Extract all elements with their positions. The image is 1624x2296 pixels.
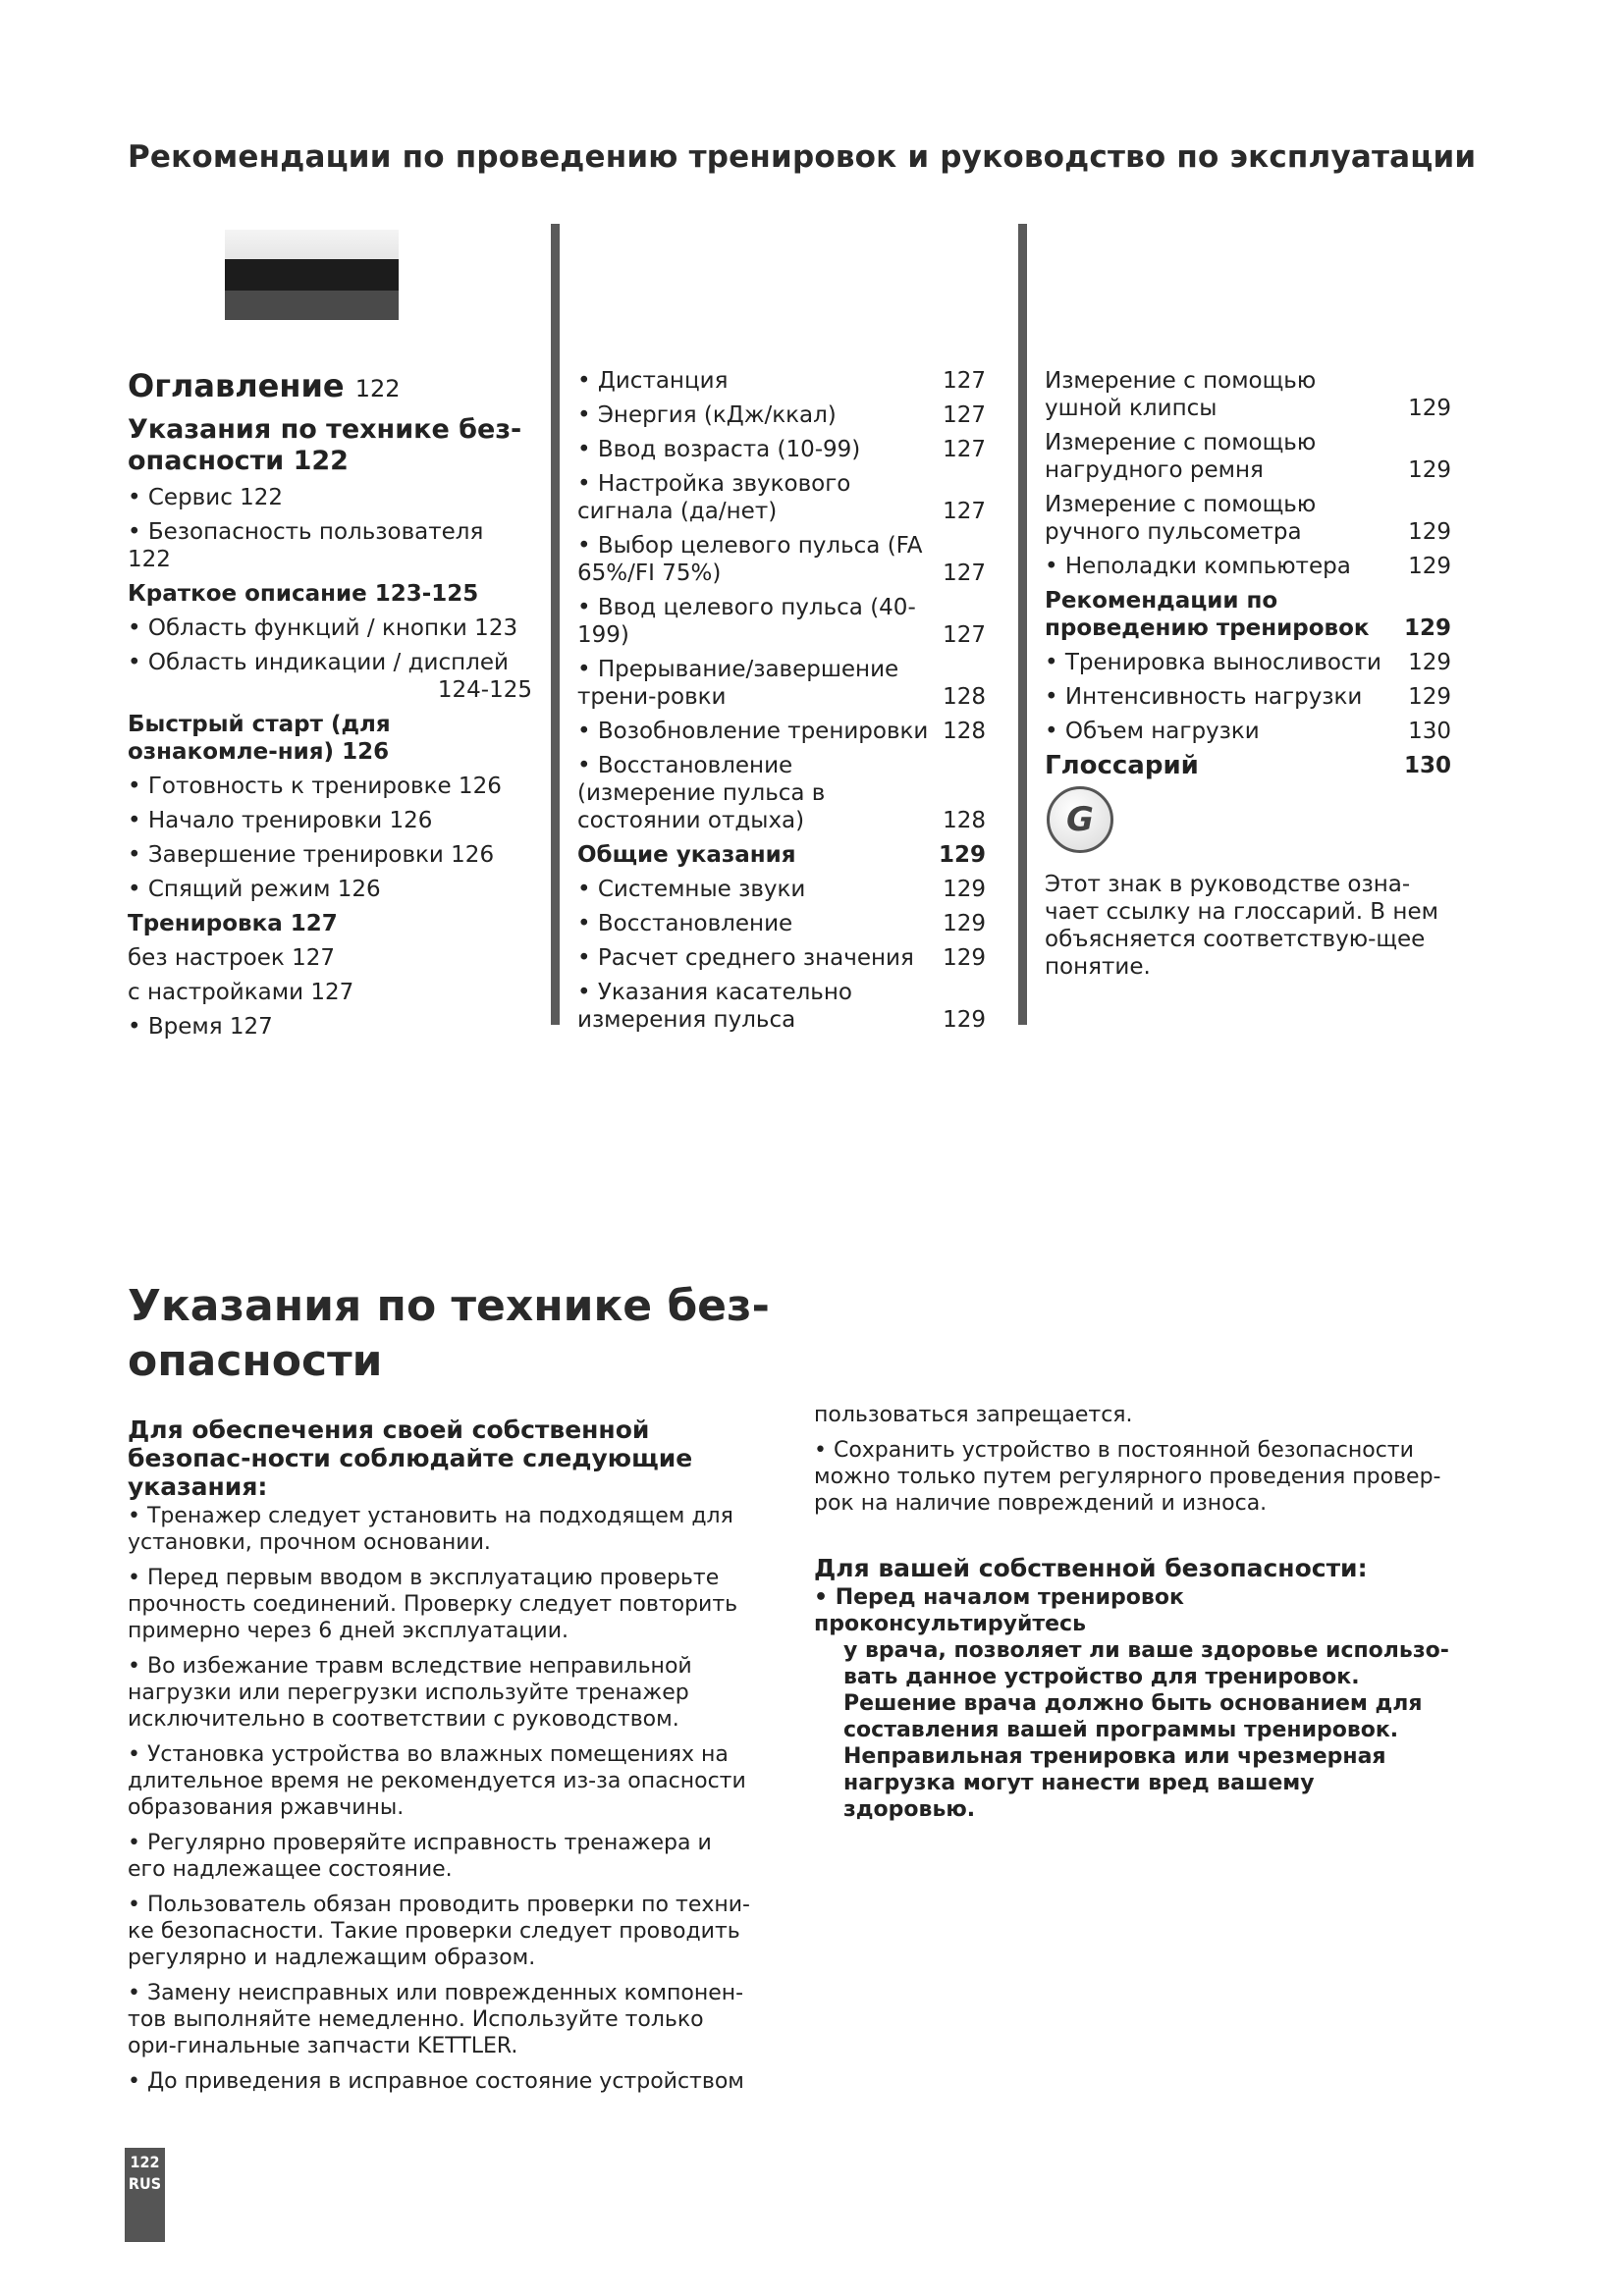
toc-item[interactable]: • Готовность к тренировке 126 xyxy=(128,774,502,799)
page-header: Рекомендации по проведению тренировок и руководство по эксплуатации xyxy=(128,139,1477,175)
toc-safety-link[interactable]: Указания по технике без-опасности 122 xyxy=(128,414,522,476)
toc-item[interactable]: • Системные звуки 129 xyxy=(577,877,986,902)
safety-continuation: пользоваться запрещается. xyxy=(814,1403,1133,1427)
toc-item[interactable]: • Ввод целевого пульса (40-199) 127 xyxy=(577,595,986,648)
toc-item[interactable]: Измерение с помощью нагрудного ремня 129 xyxy=(1045,430,1451,483)
safety-item: • До приведения в исправное состояние устройством xyxy=(128,2069,744,2094)
toc-column-1 xyxy=(128,367,532,1047)
glossary-note: Этот знак в руководстве озна-чает ссылку на глоссарий. В нем объясняется соответствую-щее понятие. xyxy=(1045,872,1438,980)
toc-section[interactable]: Краткое описание 123-125 xyxy=(128,581,479,607)
safety-lead: Для обеспечения своей собственной безопас-ности соблюдайте следующие указания: xyxy=(128,1415,693,1501)
toc-item[interactable]: • Энергия (кДж/ккал) 127 xyxy=(577,402,986,428)
own-safety-heading: Для вашей собственной безопасности: xyxy=(814,1554,1368,1582)
safety-item: • Перед первым вводом в эксплуатацию проверьте прочность соединений. Проверку следует повторить примерно через 6 дней эксплуатации. xyxy=(128,1566,738,1643)
safety-item: • Замену неисправных или поврежденных компонен-тов выполняйте немедленно. Используйте только ори-гинальные запчасти KETTLER. xyxy=(128,1981,744,2058)
toc-column-2 xyxy=(577,367,986,1041)
column-divider xyxy=(1018,224,1027,1025)
toc-item[interactable]: • Интенсивность нагрузки 129 xyxy=(1045,684,1451,710)
toc-item[interactable]: • Выбор целевого пульса (FA 65%/FI 75%) 127 xyxy=(577,533,986,586)
toc-item[interactable]: • Безопасность пользователя 122 xyxy=(128,519,484,572)
glossary-icon: G xyxy=(1047,786,1113,853)
column-divider xyxy=(551,224,560,1025)
safety-right-column xyxy=(814,1402,1452,1823)
toc-item[interactable]: • Тренировка выносливости 129 xyxy=(1045,650,1451,675)
toc-item[interactable]: • Указания касательно измерения пульса 129 xyxy=(577,980,986,1033)
toc-item[interactable]: • Настройка звукового сигнала (да/нет) 127 xyxy=(577,471,986,524)
toc-item[interactable]: • Начало тренировки 126 xyxy=(128,808,433,833)
toc-item[interactable]: • Завершение тренировки 126 xyxy=(128,842,495,868)
safety-item: • Установка устройства во влажных помещениях на длительное время не рекомендуется из-за опасности образования ржавчины. xyxy=(128,1742,746,1820)
toc-item[interactable]: • Прерывание/завершение трени-ровки 128 xyxy=(577,657,986,710)
toc-item[interactable]: • Время 127 xyxy=(128,1014,273,1040)
toc-item[interactable]: Измерение с помощью ручного пульсометра 129 xyxy=(1045,492,1451,545)
toc-section[interactable]: Рекомендации по проведению тренировок 129 xyxy=(1045,588,1451,641)
toc-item[interactable]: • Дистанция 127 xyxy=(577,368,986,394)
section-title: Указания по технике без- опасности xyxy=(128,1281,770,1386)
toc-item[interactable]: • Возобновление тренировки 128 xyxy=(577,719,986,744)
toc-item[interactable]: • Восстановление (измерение пульса в состоянии отдыха) 128 xyxy=(577,753,986,833)
toc-item[interactable]: без настроек 127 xyxy=(128,945,335,971)
toc-title: Оглавление 122 xyxy=(128,367,401,404)
safety-item: • Пользователь обязан проводить проверки по техни-ке безопасности. Такие проверки следует проводить регулярно и надлежащим образом. xyxy=(128,1893,750,1970)
toc-item[interactable]: • Расчет среднего значения 129 xyxy=(577,945,986,971)
toc-item[interactable]: Измерение с помощью ушной клипсы 129 xyxy=(1045,368,1451,421)
toc-item[interactable]: • Неполадки компьютера 129 xyxy=(1045,554,1451,579)
toc-item[interactable]: с настройками 127 xyxy=(128,980,354,1005)
page-number-tag: 122 RUS xyxy=(125,2148,165,2242)
toc-item[interactable]: • Область функций / кнопки 123 xyxy=(128,615,518,641)
toc-glossary-link[interactable]: Глоссарий 130 xyxy=(1045,751,1451,780)
toc-item[interactable]: • Восстановление 129 xyxy=(577,911,986,936)
toc-item[interactable]: • Спящий режим 126 xyxy=(128,877,381,902)
safety-item: • Регулярно проверяйте исправность тренажера и его надлежащее состояние. xyxy=(128,1831,712,1882)
toc-item[interactable]: • Ввод возраста (10-99) 127 xyxy=(577,437,986,462)
safety-item: • Во избежание травм вследствие неправильной нагрузки или перегрузки используйте тренажер исключительно в соответствии с руководством. xyxy=(128,1654,692,1732)
toc-item[interactable]: • Объем нагрузки 130 xyxy=(1045,719,1451,744)
russian-flag-icon xyxy=(225,230,399,320)
safety-item: • Тренажер следует установить на подходящем для установки, прочном основании. xyxy=(128,1504,733,1555)
safety-item: • Сохранить устройство в постоянной безопасности можно только путем регулярного проведения провер-рок на наличие повреждений и износа. xyxy=(814,1438,1441,1516)
toc-item[interactable]: • Сервис 122 xyxy=(128,485,284,510)
toc-section[interactable]: Тренировка 127 xyxy=(128,911,338,936)
safety-left-column xyxy=(128,1415,756,2104)
toc-section[interactable]: Общие указания 129 xyxy=(577,842,986,868)
toc-column-3 xyxy=(1045,367,1451,981)
toc-item[interactable]: • Область индикации / дисплей 124-125 xyxy=(128,650,532,703)
toc-section[interactable]: Быстрый старт (для ознакомле-ния) 126 xyxy=(128,712,391,765)
doctor-warning: • Перед началом тренировок проконсультируйтесь у врача, позволяет ли ваше здоровье использо-вать данное устройство для тренировок. Решение врача должно быть основанием для составления вашей программы тренировок. Неправильная тренировка или чрезмерная нагрузка могут нанести вред вашему здоровью. xyxy=(814,1585,1449,1822)
toc-list xyxy=(577,367,986,834)
